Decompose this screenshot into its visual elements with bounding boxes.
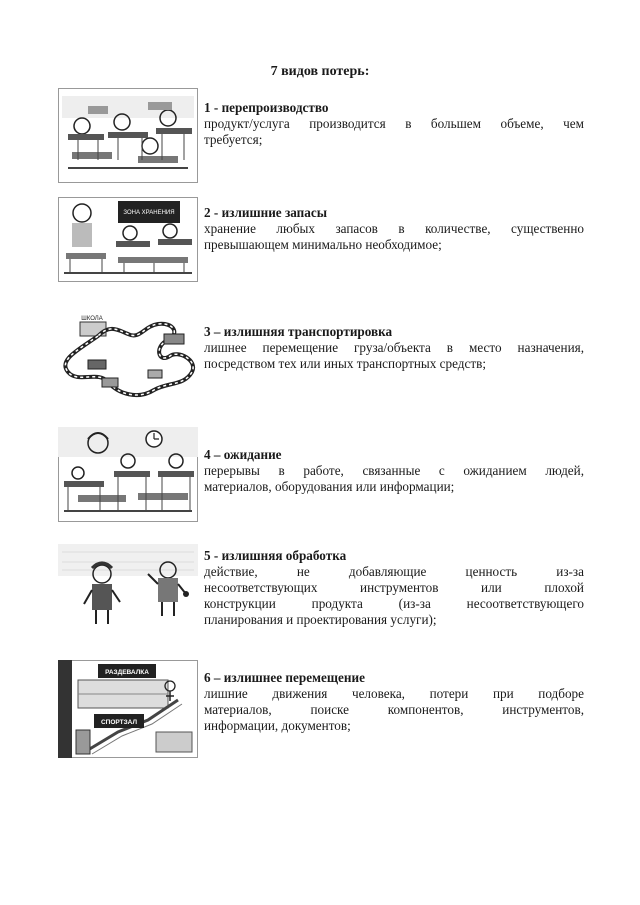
item-desc-line: несоответствующих инструментов или плохой xyxy=(204,580,584,595)
waste-item-transport xyxy=(58,310,588,405)
item-desc-line: продукт/услуга производится в большем объеме, чем xyxy=(204,116,584,131)
item-desc-line: требуется; xyxy=(204,132,263,147)
item-text xyxy=(204,205,584,253)
item-desc-line: перерывы в работе, связанные с ожиданием людей, xyxy=(204,463,584,478)
item-desc-line: конструкции продукта (из-за несоответствующего xyxy=(204,596,584,611)
transport-picture xyxy=(58,310,198,405)
item-desc-line: материалов, поиске компонентов, инструментов, xyxy=(204,702,584,717)
item-desc-line: планирования и проектирования услуги); xyxy=(204,612,437,627)
waiting-illustration xyxy=(58,427,198,522)
storage-illustration xyxy=(58,197,198,282)
waste-item-overprocessing xyxy=(58,540,588,632)
item-heading: 1 - перепроизводство xyxy=(204,100,329,115)
gym-sign: СПОРТЗАЛ xyxy=(100,719,138,726)
item-text xyxy=(204,447,584,495)
waste-item-excess-motion xyxy=(58,660,588,758)
locker-room-sign: РАЗДЕВАЛКА xyxy=(105,669,149,676)
item-heading: 6 – излишнее перемещение xyxy=(204,670,365,685)
item-heading: 3 – излишняя транспортировка xyxy=(204,324,393,339)
waste-item-excess-inventory xyxy=(58,197,588,282)
item-desc-line: действие, не добавляющие ценность из-за xyxy=(204,564,584,579)
item-desc-line: посредством тех или иных транспортных средств; xyxy=(204,356,487,371)
item-desc-line: превышающем минимально необходимое; xyxy=(204,237,442,252)
motion-illustration xyxy=(58,660,198,758)
overprocessing-picture xyxy=(58,540,198,632)
item-heading: 2 - излишние запасы xyxy=(204,205,328,220)
item-text xyxy=(204,670,584,734)
page-title: 7 видов потерь: xyxy=(270,64,370,79)
item-desc-line: лишние движения человека, потери при подборе xyxy=(204,686,584,701)
motion-picture xyxy=(58,660,198,758)
classroom-picture xyxy=(58,88,198,183)
item-desc-line: информации, документов; xyxy=(204,718,351,733)
item-desc-line: хранение любых запасов в количестве, существенно xyxy=(204,221,584,236)
waste-item-overproduction xyxy=(58,88,588,183)
waiting-picture xyxy=(58,427,198,522)
classroom-illustration xyxy=(58,88,198,183)
item-desc-line: материалов, оборудования или информации; xyxy=(204,479,455,494)
transport-illustration xyxy=(58,310,198,405)
storage-sign: ЗОНА ХРАНЕНИЯ xyxy=(123,210,175,216)
item-heading: 4 – ожидание xyxy=(204,447,282,462)
item-desc-line: лишнее перемещение груза/объекта в место назначения, xyxy=(204,340,584,355)
waste-item-waiting xyxy=(58,427,588,522)
school-sign: ШКОЛА xyxy=(81,316,103,322)
item-heading: 5 - излишняя обработка xyxy=(204,548,347,563)
item-text xyxy=(204,324,584,372)
storage-picture xyxy=(58,197,198,282)
overprocessing-illustration xyxy=(58,540,198,632)
item-text xyxy=(204,100,584,148)
item-text xyxy=(204,548,584,628)
